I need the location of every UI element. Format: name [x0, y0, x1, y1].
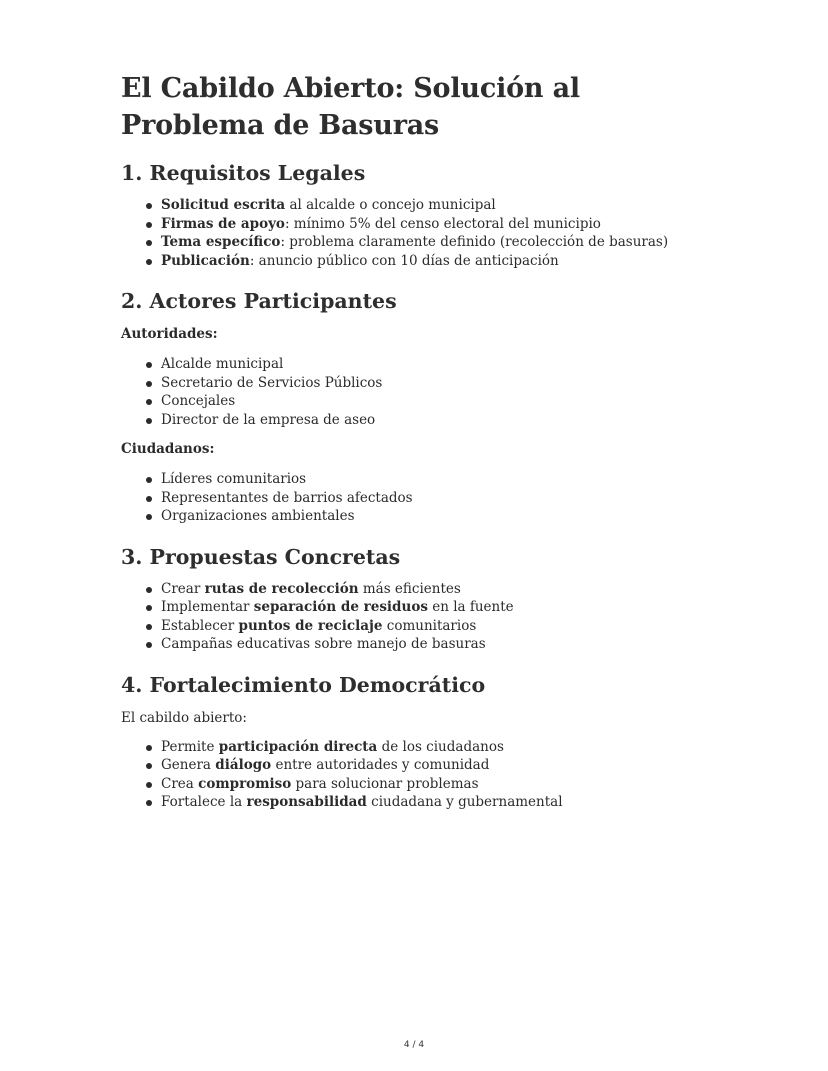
section-heading: 4. Fortalecimiento Democrático — [121, 672, 486, 697]
section-requisitos-legales — [121, 160, 721, 270]
page-number: 4 / 4 — [403, 1040, 425, 1050]
group-label-autoridades: Autoridades: — [121, 326, 218, 342]
section-heading: 1. Requisitos Legales — [121, 161, 366, 185]
list-item: Secretario de Servicios Públicos — [161, 374, 721, 393]
group-label-ciudadanos: Ciudadanos: — [121, 441, 215, 457]
bullet-list — [121, 738, 721, 812]
list-item: Genera diálogo entre autoridades y comunidad — [161, 756, 721, 775]
list-item: Líderes comunitarios — [161, 470, 721, 489]
section-fortalecimiento-democratico — [121, 672, 721, 812]
section-actores-participantes — [121, 288, 721, 526]
list-item: Tema específico: problema claramente definido (recolección de basuras) — [161, 233, 721, 252]
list-item: Concejales — [161, 392, 721, 411]
section-heading: 2. Actores Participantes — [121, 289, 397, 313]
bullet-list — [121, 470, 721, 526]
bullet-list — [121, 196, 721, 270]
list-item: Crea compromiso para solucionar problemas — [161, 775, 721, 794]
list-item: Permite participación directa de los ciudadanos — [161, 738, 721, 757]
list-item: Crear rutas de recolección más eficientes — [161, 580, 721, 599]
list-item: Representantes de barrios afectados — [161, 489, 721, 508]
section-intro: El cabildo abierto: — [121, 709, 247, 726]
list-item: Implementar separación de residuos en la fuente — [161, 598, 721, 617]
bullet-list — [121, 580, 721, 654]
list-item: Solicitud escrita al alcalde o concejo municipal — [161, 196, 721, 215]
section-heading: 3. Propuestas Concretas — [121, 544, 401, 569]
list-item: Firmas de apoyo: mínimo 5% del censo electoral del municipio — [161, 215, 721, 234]
list-item: Alcalde municipal — [161, 355, 721, 374]
document-title: El Cabildo Abierto: Solución al Problema de Basuras — [121, 73, 580, 141]
list-item: Organizaciones ambientales — [161, 507, 721, 526]
document-page — [121, 70, 721, 830]
list-item: Fortalece la responsabilidad ciudadana y gubernamental — [161, 793, 721, 812]
list-item: Publicación: anuncio público con 10 días de anticipación — [161, 252, 721, 271]
list-item: Director de la empresa de aseo — [161, 411, 721, 430]
list-item: Establecer puntos de reciclaje comunitarios — [161, 617, 721, 636]
section-propuestas-concretas — [121, 544, 721, 654]
bullet-list — [121, 355, 721, 429]
list-item: Campañas educativas sobre manejo de basuras — [161, 635, 721, 654]
